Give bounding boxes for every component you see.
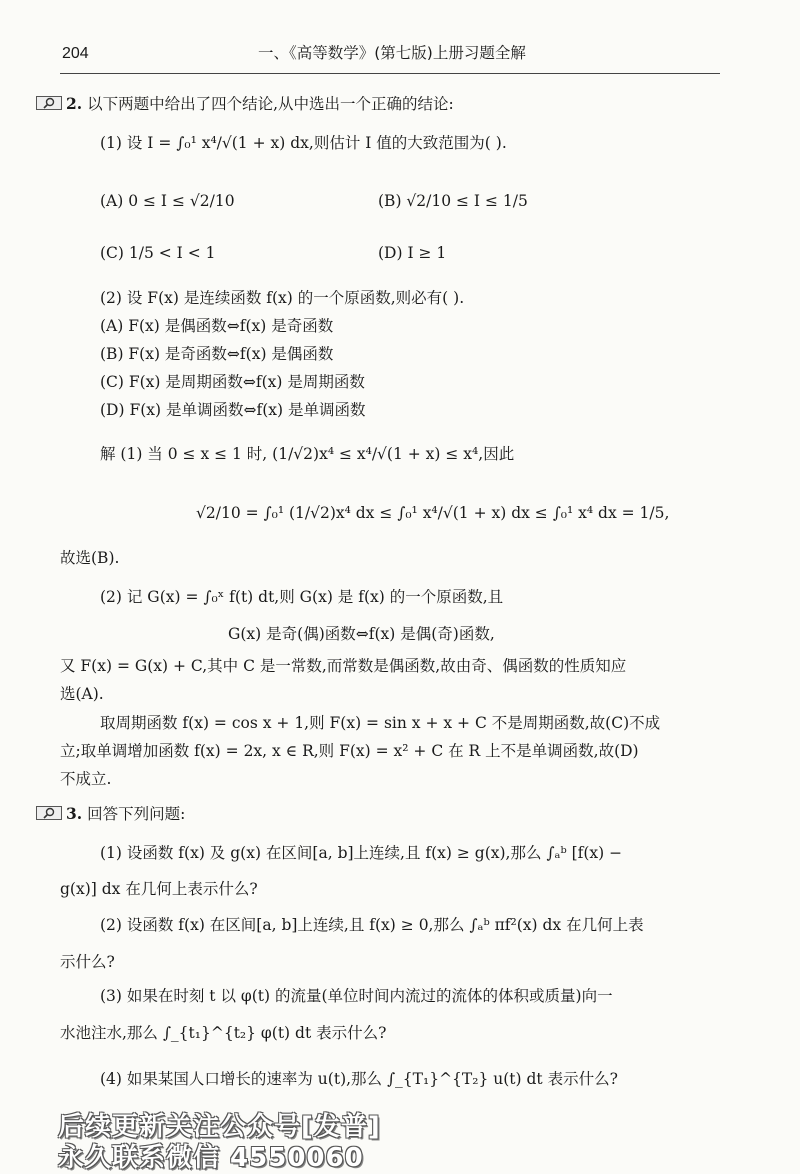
solution-line-10: 不成立. <box>60 770 112 788</box>
problem-3-q4: (4) 如果某国人口增长的速率为 u(t),那么 ∫_{T₁}^{T₂} u(t) dt 表示什么? <box>100 1070 618 1088</box>
header-rule <box>60 73 720 74</box>
q2-option-a: (A) F(x) 是偶函数⇔f(x) 是奇函数 <box>100 317 334 335</box>
q2-option-b: (B) F(x) 是奇函数⇔f(x) 是偶函数 <box>100 345 334 363</box>
q2-option-c: (C) F(x) 是周期函数⇔f(x) 是周期函数 <box>100 373 365 391</box>
solution-line-8: 取周期函数 f(x) = cos x + 1,则 F(x) = sin x + x + C 不是周期函数,故(C)不成 <box>100 714 661 732</box>
option-b: (B) √2/10 ≤ I ≤ 1/5 <box>378 192 528 210</box>
solution-line-6: 又 F(x) = G(x) + C,其中 C 是一常数,而常数是偶函数,故由奇、偶函数的性质知应 <box>60 657 627 675</box>
problem-3-number: 3. <box>66 804 83 823</box>
problem-3-q3: (3) 如果在时刻 t 以 φ(t) 的流量(单位时间内流过的流体的体积或质量)向一 <box>100 987 613 1005</box>
solution-choice-1: 故选(B). <box>60 549 120 567</box>
magnifier-icon <box>36 806 62 820</box>
problem-3-q2-cont: 示什么? <box>60 953 115 971</box>
problem-3-q3-cont: 水池注水,那么 ∫_{t₁}^{t₂} φ(t) dt 表示什么? <box>60 1024 387 1042</box>
magnifier-icon <box>36 96 62 110</box>
problem-3-q1-cont: g(x)] dx 在几何上表示什么? <box>60 880 258 898</box>
solution-line-5: G(x) 是奇(偶)函数⇔f(x) 是偶(奇)函数, <box>228 625 495 643</box>
solution-line-1: 解 (1) 当 0 ≤ x ≤ 1 时, (1/√2)x⁴ ≤ x⁴/√(1 + x) ≤ x⁴,因此 <box>100 445 515 463</box>
problem-3-q2: (2) 设函数 f(x) 在区间[a, b]上连续,且 f(x) ≥ 0,那么 ∫ₐᵇ πf²(x) dx 在几何上表 <box>100 916 644 934</box>
problem-3-heading <box>36 806 185 823</box>
problem-2-q2: (2) 设 F(x) 是连续函数 f(x) 的一个原函数,则必有( ). <box>100 289 465 307</box>
solution-line-9: 立;取单调增加函数 f(x) = 2x, x ∈ R,则 F(x) = x² + C 在 R 上不是单调函数,故(D) <box>60 742 639 760</box>
problem-3-prompt: 回答下列问题: <box>87 805 186 823</box>
option-c: (C) 1/5 < I < 1 <box>100 244 216 262</box>
solution-inequality: √2/10 = ∫₀¹ (1/√2)x⁴ dx ≤ ∫₀¹ x⁴/√(1 + x) dx ≤ ∫₀¹ x⁴ dx = 1/5, <box>196 504 670 522</box>
solution-line-4: (2) 记 G(x) = ∫₀ˣ f(t) dt,则 G(x) 是 f(x) 的一个原函数,且 <box>100 588 504 606</box>
option-d: (D) I ≥ 1 <box>378 244 447 262</box>
problem-2-number: 2. <box>66 94 83 113</box>
watermark-line-2: 永久联系微信 4550060 <box>58 1143 364 1173</box>
q2-option-d: (D) F(x) 是单调函数⇔f(x) 是单调函数 <box>100 401 366 419</box>
problem-3-q1: (1) 设函数 f(x) 及 g(x) 在区间[a, b]上连续,且 f(x) ≥ g(x),那么 ∫ₐᵇ [f(x) − <box>100 844 623 862</box>
watermark-line-1: 后续更新关注公众号[发普] <box>58 1112 381 1142</box>
running-title: 一、《高等数学》(第七版)上册习题全解 <box>258 44 526 62</box>
problem-2-heading <box>36 96 454 113</box>
option-a: (A) 0 ≤ I ≤ √2/10 <box>100 192 235 210</box>
problem-2-prompt: 以下两题中给出了四个结论,从中选出一个正确的结论: <box>87 95 454 113</box>
problem-2-q1: (1) 设 I = ∫₀¹ x⁴/√(1 + x) dx,则估计 I 值的大致范围为( ). <box>100 134 507 152</box>
solution-choice-2: 选(A). <box>60 685 104 703</box>
page-number: 204 <box>62 45 89 62</box>
